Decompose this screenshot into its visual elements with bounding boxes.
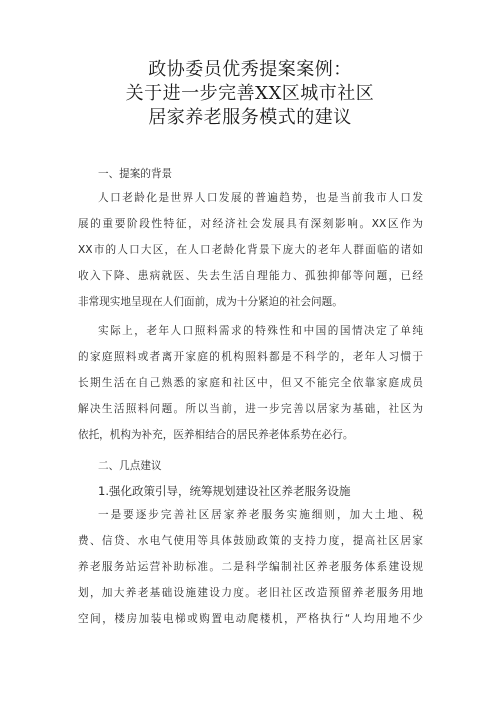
title-line-3: 居家养老服务模式的建议	[148, 107, 352, 128]
paragraph-line: 收入下降、患病就医、失去生活自理能力、孤独抑郁等问题，已经	[78, 270, 423, 282]
paragraph-line: 划，加大养老基础设施建设力度。老旧社区改造预留养老服务用地	[78, 587, 423, 599]
title-line-2: 关于进一步完善XX区城市社区	[125, 83, 375, 104]
paragraph-line: 养老服务站运营补助标准。二是科学编制社区养老服务体系建设规	[78, 561, 423, 573]
paragraph-line: 依托，机构为补充，医养相结合的居民养老体系势在必行。	[78, 429, 354, 441]
section-heading-background: 一、提案的背景	[98, 168, 173, 180]
paragraph-line: 长期生活在自己熟悉的家庭和社区中，但又不能完全依靠家庭成员	[78, 377, 423, 389]
title-line-1: 政协委员优秀提案案例：	[148, 59, 352, 80]
document-title	[0, 58, 500, 130]
paragraph-line: 解决生活照料问题。所以当前，进一步完善以居家为基础，社区为	[78, 403, 423, 415]
paragraph-line: 实际上，老年人口照料需求的特殊性和中国的国情决定了单纯	[98, 325, 423, 337]
paragraph-suggestion-1	[78, 502, 423, 632]
paragraph-line: 一是要逐步完善社区居家养老服务实施细则，加大土地、税	[98, 509, 423, 521]
paragraph-line: 的家庭照料或者离开家庭的机构照料都是不科学的，老年人习惯于	[78, 351, 423, 363]
paragraph-line: 费、信贷、水电气使用等具体鼓励政策的支持力度，提高社区居家	[78, 535, 423, 547]
paragraph-background-2	[78, 318, 423, 448]
subheading-policy: 1.强化政策引导，统筹规划建设社区养老服务设施	[98, 484, 351, 498]
paragraph-line: 空间，楼房加装电梯或购置电动爬楼机，严格执行“人均用地不少	[78, 613, 423, 625]
paragraph-line: 非常现实地呈现在人们面前，成为十分紧迫的社会问题。	[78, 296, 343, 308]
section-heading-suggestions: 二、几点建议	[98, 460, 162, 472]
paragraph-line: XX市的人口大区，在人口老龄化背景下庞大的老年人群面临的诸如	[78, 244, 423, 256]
paragraph-line: 展的重要阶段性特征，对经济社会发展具有深刻影响。XX区作为	[78, 218, 423, 230]
paragraph-background-1	[78, 185, 423, 315]
paragraph-line: 人口老龄化是世界人口发展的普遍趋势，也是当前我市人口发	[98, 192, 423, 204]
